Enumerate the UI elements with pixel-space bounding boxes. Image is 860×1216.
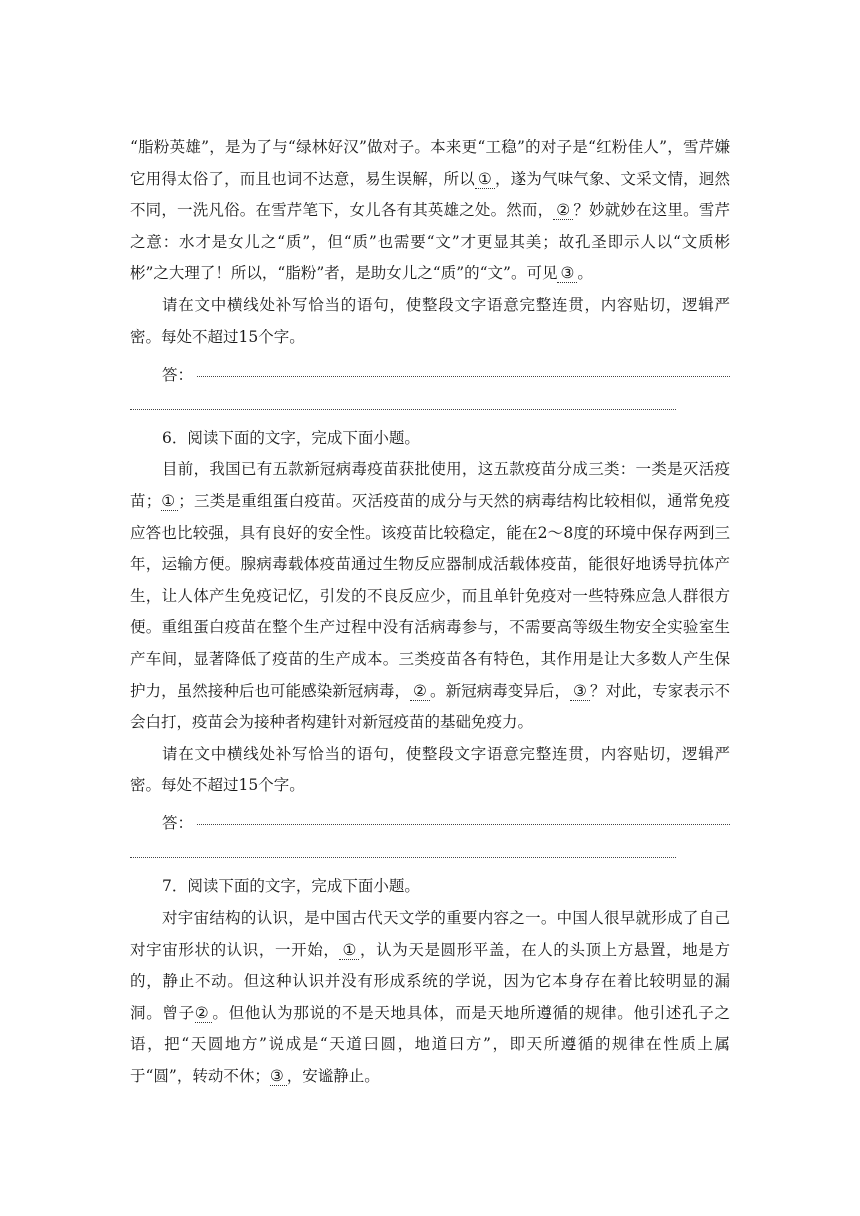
- answer-line[interactable]: [197, 366, 730, 377]
- passage-text: 对宇宙结构的认识，是中国古代天文学的重要内容之一。中国人很早就形成了自己对宇宙形状的认识，一开始，: [130, 909, 730, 959]
- document-content: [130, 132, 730, 1093]
- blank-3[interactable]: ③: [270, 1067, 287, 1086]
- answer-row-1: [162, 353, 730, 385]
- passage-text: ，安谧静止。: [286, 1067, 380, 1086]
- question-7-passage: [130, 903, 730, 1093]
- answer-label: 答：: [162, 365, 194, 384]
- passage-text: 。: [577, 264, 593, 283]
- answer-line[interactable]: [197, 814, 730, 825]
- blank-1[interactable]: ①: [161, 492, 178, 511]
- answer-line-continued[interactable]: [130, 385, 676, 410]
- blank-3[interactable]: ③: [557, 264, 577, 283]
- blank-3[interactable]: ③: [570, 682, 590, 701]
- passage-text: 。新冠病毒变异后，: [429, 681, 571, 700]
- answer-label: 答：: [162, 814, 194, 833]
- blank-1[interactable]: ①: [475, 170, 495, 189]
- passage-text: ，遂为气味气象、文采文情，迥然不同，一洗凡俗。在雪芹笔下，女儿各有其英雄之处。然而，: [130, 169, 730, 220]
- blank-2[interactable]: ②: [410, 682, 430, 701]
- blank-2[interactable]: ②: [195, 1004, 212, 1023]
- passage-text: 。但他认为那说的不是天地具体，而是天地所遵循的规律。他引述孔子之语，把“天圆地方”说成是“天道曰圆，地道曰方”，即天所遵循的规律在性质上属于“圆”，转动不休；: [130, 1003, 730, 1086]
- passage-text: ？妙就妙在这里。雪芹之意：水才是女儿之“质”，但“质”也需要“文”才更显其美；故孔圣即示人以“文质彬彬”之大理了！所以，“脂粉”者，是助女儿之“质”的“文”。可见: [130, 201, 730, 283]
- instruction-1: 请在文中横线处补写恰当的语句，使整段文字语意完整连贯，内容贴切，逻辑严密。每处不超过15个字。: [130, 295, 730, 346]
- passage-1-paragraph: [130, 132, 730, 290]
- question-6-passage: [130, 454, 730, 738]
- question-7-title: 7．阅读下面的文字，完成下面小题。: [162, 877, 420, 896]
- question-6-title: 6．阅读下面的文字，完成下面小题。: [162, 428, 420, 447]
- passage-text: “脂粉英雄”，是为了与“绿林好汉”做对子。本来更“工稳”的对子是“红粉佳人”，雪芹嫌它用得太俗了，而且也词不达意，易生误解，所以: [130, 138, 730, 188]
- instruction-6: 请在文中横线处补写恰当的语句，使整段文字语意完整连贯，内容贴切，逻辑严密。每处不超过15个字。: [130, 744, 730, 795]
- answer-row-6: [162, 802, 730, 834]
- passage-text: ，认为天是圆形平盖，在人的头顶上方悬置，地是方的，静止不动。但这种认识并没有形成系统的学说，因为它本身存在着比较明显的漏洞。曾子: [130, 940, 730, 1022]
- answer-line-continued[interactable]: [130, 833, 676, 858]
- passage-text: 目前，我国已有五款新冠病毒疫苗获批使用，这五款疫苗分成三类：一类是灭活疫苗；: [130, 460, 730, 510]
- blank-2[interactable]: ②: [553, 201, 573, 220]
- passage-text: ？对此，专家表示不会白打，疫苗会为接种者构建针对新冠疫苗的基础免疫力。: [130, 681, 730, 732]
- passage-text: ；三类是重组蛋白疫苗。灭活疫苗的成分与天然的病毒结构比较相似，通常免疫应答也比较强，具有良好的安全性。该疫苗比较稳定，能在2～8度的环境中保存两到三年，运输方便。腺病毒载体疫苗通过生物反应器制成活载体疫苗，能很好地诱导抗体产生，让人体产生免疫记忆，引发的不良反应少，而且单针免疫对一些特殊应急人群很方便。重组蛋白疫苗在整个生产过程中没有活病毒参与，不需要高等级生物安全实验室生产车间，显著降低了疫苗的生产成本。三类疫苗各有特色，其作用是让大多数人产生保护力，虽然接种后也可能感染新冠病毒，: [130, 491, 730, 700]
- blank-1[interactable]: ①: [339, 941, 359, 960]
